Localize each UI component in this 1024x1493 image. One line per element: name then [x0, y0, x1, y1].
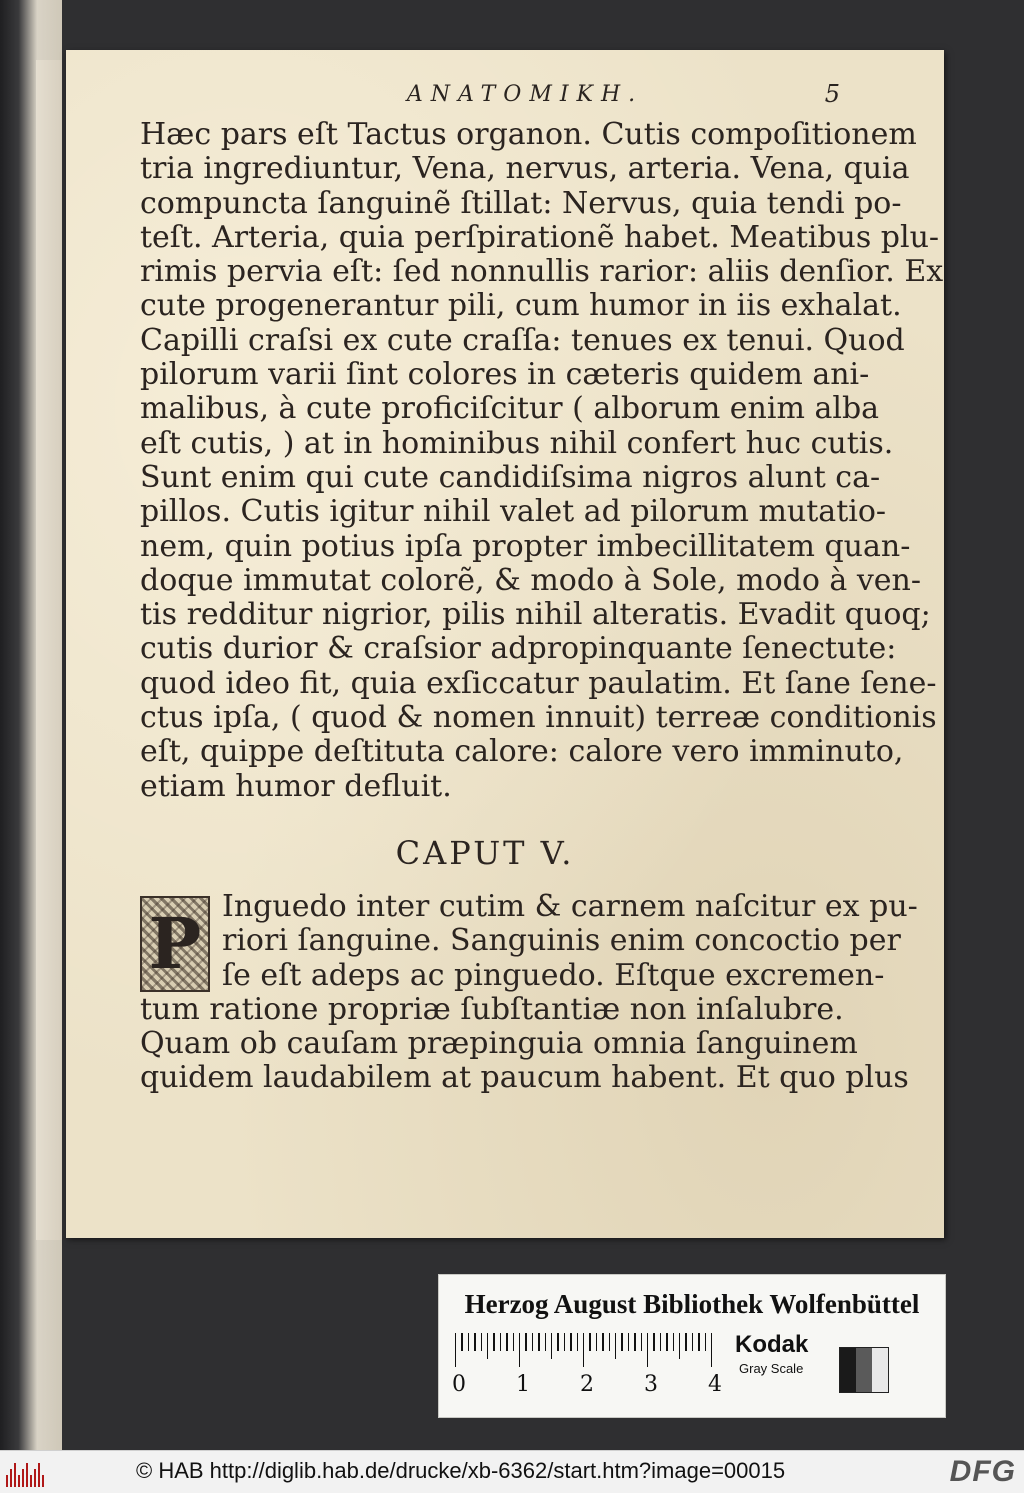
ruler-tick	[506, 1333, 507, 1351]
ruler-tick	[666, 1333, 667, 1351]
book-page	[66, 50, 944, 1238]
ruler-tick	[493, 1333, 494, 1351]
logo-bar	[34, 1469, 36, 1487]
ruler-tick	[692, 1333, 693, 1351]
paragraph-2	[140, 888, 918, 1096]
text-line: etiam humor defluit.	[140, 768, 452, 804]
ruler-number: 0	[452, 1372, 466, 1397]
chapter-title: CAPUT V.	[395, 833, 575, 872]
ruler-tick	[570, 1333, 571, 1351]
ruler-tick	[468, 1333, 469, 1351]
logo-bar	[22, 1469, 24, 1487]
ruler-tick	[698, 1333, 699, 1351]
text-line: ctus ipſa, ( quod & nomen innuit) terreæ conditionis	[140, 700, 937, 736]
text-line: ſe eſt adeps ac pinguedo. Eſtque excremen-	[222, 957, 885, 993]
logo-bar	[30, 1475, 32, 1487]
ruler-tick	[596, 1333, 597, 1351]
ruler-tick	[653, 1333, 654, 1351]
ruler-tick	[641, 1333, 642, 1351]
text-line: Sunt enim qui cute candidiſsima nigros alunt ca-	[140, 459, 881, 495]
text-line: eſt, quippe deſtituta calore: calore vero imminuto,	[140, 734, 904, 770]
gray-scale-caption: Gray Scale	[739, 1361, 804, 1376]
ruler-tick	[673, 1333, 674, 1351]
text-line: quod ideo fit, quia exſiccatur paulatim. Et ſane ſene-	[140, 665, 937, 701]
text-line: Quam ob cauſam præpinguia omnia ſanguinem	[140, 1026, 858, 1062]
text-line: teſt. Arteria, quia perſpirationẽ habet. Meatibus plu-	[140, 219, 940, 255]
ruler-tick	[621, 1333, 622, 1351]
ruler-number: 4	[708, 1372, 722, 1397]
paragraph-2-lines	[140, 991, 909, 1096]
text-line: compuncta ſanguinẽ ſtillat: Nervus, quia tendi po-	[140, 185, 902, 221]
decorated-initial-letter	[140, 896, 210, 992]
text-line: riori ſanguine. Sanguinis enim concoctio per	[222, 923, 901, 959]
text-line: cutis durior & craſsior adpropinquante ſenectute:	[140, 631, 897, 667]
ruler-tick	[481, 1333, 482, 1351]
text-line: doque immutat colorẽ, & modo à Sole, modo à ven-	[140, 562, 922, 598]
ruler-tick	[474, 1333, 475, 1351]
text-line: tum ratione propriæ ſubſtantiæ non inſalubre.	[140, 991, 844, 1027]
logo-bar	[42, 1475, 44, 1487]
ruler-tick	[519, 1333, 520, 1367]
ruler-tick	[685, 1333, 686, 1351]
text-line: rimis pervia eſt: ſed nonnullis rarior: aliis denſior. Ex	[140, 254, 944, 290]
ruler-tick	[564, 1333, 565, 1351]
text-line: cute progenerantur pili, cum humor in iis exhalat.	[140, 288, 902, 324]
running-head: ANATOMIKH.	[406, 82, 644, 107]
page-number: 5	[824, 80, 840, 108]
paragraph-2-indented-lines	[140, 888, 918, 993]
text-line: tria ingrediuntur, Vena, nervus, arteria. Vena, quia	[140, 151, 910, 187]
text-line: Inguedo inter cutim & carnem naſcitur ex pu-	[222, 888, 918, 924]
dfg-logo: DFG	[949, 1455, 1016, 1488]
logo-bar	[6, 1475, 8, 1487]
ruler-tick	[577, 1333, 578, 1351]
logo-bar	[10, 1469, 12, 1487]
ruler-tick	[609, 1333, 610, 1351]
ruler-tick	[538, 1333, 539, 1351]
previous-page-edge	[36, 60, 62, 1240]
library-label-title: Herzog August Bibliothek Wolfenbüttel	[464, 1289, 920, 1319]
ruler-number: 3	[644, 1372, 658, 1397]
ruler-tick	[455, 1333, 456, 1367]
logo-bar	[14, 1463, 16, 1487]
logo-bar	[26, 1463, 28, 1487]
ruler-tick	[615, 1333, 616, 1359]
logo-bar	[38, 1463, 40, 1487]
paragraph-1	[140, 117, 944, 804]
initial-letter-glyph: P	[148, 901, 202, 985]
text-line: pillos. Cutis igitur nihil valet ad pilorum mutatio-	[140, 494, 887, 530]
ruler-tick	[647, 1333, 648, 1367]
ruler-tick	[628, 1333, 629, 1351]
text-line: Hæc pars eſt Tactus organon. Cutis compoſitionem	[140, 117, 917, 152]
text-line: pilorum varii ſint colores in cæteris quidem ani-	[140, 357, 870, 393]
ruler-tick	[513, 1333, 514, 1351]
text-line: eſt cutis, ) at in hominibus nihil confert huc cutis.	[140, 425, 894, 461]
ruler-number: 1	[516, 1372, 530, 1397]
ruler-tick	[532, 1333, 533, 1351]
hab-logo-icon	[6, 1457, 50, 1487]
ruler-tick	[500, 1333, 501, 1351]
ruler-tick	[525, 1333, 526, 1351]
ruler-tick	[679, 1333, 680, 1359]
library-label	[438, 1274, 946, 1418]
ruler-tick	[461, 1333, 462, 1351]
gray-scale-patch	[856, 1348, 872, 1392]
ruler-tick	[551, 1333, 552, 1359]
ruler-tick	[711, 1333, 712, 1367]
gray-scale-swatch	[839, 1347, 889, 1393]
book-binding	[0, 0, 62, 1450]
ruler-tick	[545, 1333, 546, 1351]
footer-source-link[interactable]: © HAB http://diglib.hab.de/drucke/xb-6362/start.htm?image=00015	[136, 1458, 786, 1483]
ruler-tick	[705, 1333, 706, 1351]
text-line: malibus, à cute proficiſcitur ( alborum enim alba	[140, 391, 880, 427]
text-line: nem, quin potius ipſa propter imbecillitatem quan-	[140, 528, 911, 564]
ruler-tick	[487, 1333, 488, 1359]
text-line: quidem laudabilem at paucum habent. Et quo plus	[140, 1060, 909, 1096]
text-block	[140, 117, 944, 1096]
text-line: tis redditur nigrior, pilis nihil alteratis. Evadit quoq;	[140, 597, 931, 633]
ruler-number: 2	[580, 1372, 594, 1397]
ruler-tick	[583, 1333, 584, 1367]
ruler-tick	[660, 1333, 661, 1351]
ruler-tick	[589, 1333, 590, 1351]
logo-bar	[18, 1475, 20, 1487]
text-line: Capilli craſsi ex cute craſſa: tenues ex tenui. Quod	[140, 322, 905, 358]
gray-scale-patch	[840, 1348, 856, 1392]
gray-scale-patch	[872, 1348, 888, 1392]
ruler-tick	[634, 1333, 635, 1351]
kodak-brand: Kodak	[735, 1331, 809, 1358]
footer-bar	[0, 1450, 1024, 1493]
ruler-tick	[557, 1333, 558, 1351]
ruler-tick	[602, 1333, 603, 1351]
